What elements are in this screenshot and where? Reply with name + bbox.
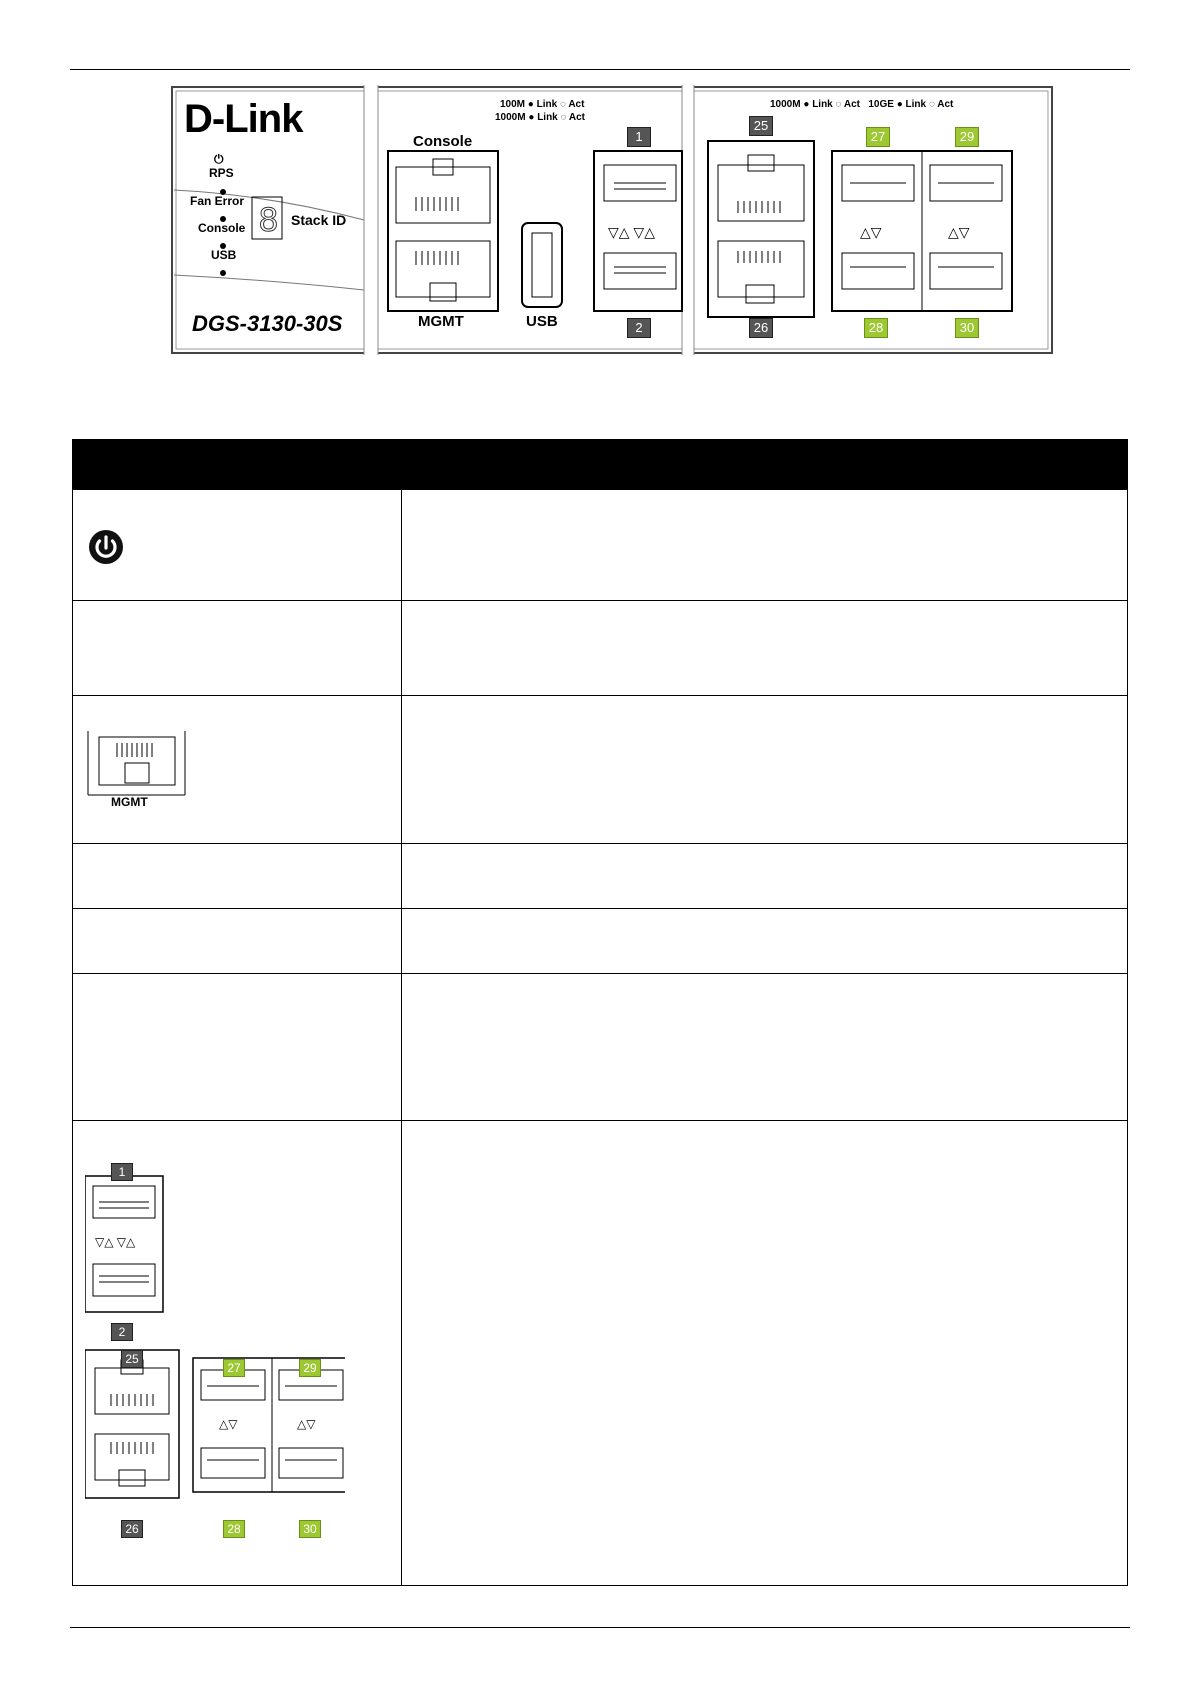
port-number-1: 1	[111, 1163, 133, 1181]
svg-text:△▽: △▽	[297, 1417, 316, 1431]
port-number-27: 27	[866, 127, 890, 147]
svg-text:△▽: △▽	[948, 224, 970, 240]
header-rule	[70, 69, 1130, 70]
svg-text:8: 8	[259, 201, 278, 239]
model-name: DGS-3130-30S	[192, 311, 343, 336]
row-divider	[73, 600, 1127, 601]
mgmt-caption: MGMT	[111, 795, 148, 809]
led-label-console: Console	[198, 221, 246, 235]
port-number-28: 28	[223, 1520, 245, 1538]
led-label-rps: RPS	[209, 166, 234, 180]
legend-b-link1: Link	[812, 99, 833, 110]
footer-rule	[70, 1627, 1130, 1628]
svg-text:▽△ ▽△: ▽△ ▽△	[95, 1235, 136, 1249]
power-icon	[87, 528, 125, 566]
port-number-29: 29	[955, 127, 979, 147]
power-icon: ⏻	[214, 152, 224, 166]
row-divider	[73, 1120, 1127, 1121]
legend-a-act2: Act	[568, 112, 586, 123]
port-number-25: 25	[121, 1350, 143, 1368]
legend-a-line1: 100M ● Link ◌ Act	[500, 99, 585, 110]
legend-b-act1: Act	[843, 99, 861, 110]
port-number-2: 2	[111, 1323, 133, 1341]
legend-a-speed2: 1000M	[495, 112, 526, 123]
legend-a-link1: Link	[536, 99, 558, 110]
row-divider	[73, 843, 1127, 844]
legend-a-speed1: 100M	[500, 99, 526, 110]
console-port-label: Console	[413, 133, 473, 150]
legend-a-act1: Act	[568, 99, 585, 110]
legend-a-line2: 1000M ● Link ◌ Act	[495, 112, 586, 123]
usb-port-label: USB	[526, 313, 558, 330]
legend-b-speed2: 10GE	[868, 99, 894, 110]
legend-b-link2: Link	[905, 99, 927, 110]
port-number-26: 26	[749, 318, 773, 338]
port-number-30: 30	[299, 1520, 321, 1538]
stack-id-label: Stack ID	[291, 212, 347, 228]
legend-b-speed1: 1000M	[770, 99, 801, 110]
mgmt-port-label: MGMT	[418, 313, 464, 330]
table-header	[73, 440, 1127, 490]
mgmt-port-graphic	[87, 731, 187, 799]
port-number-29: 29	[299, 1359, 321, 1377]
port-number-26: 26	[121, 1520, 143, 1538]
row-divider	[73, 908, 1127, 909]
dlink-logo: D-Link	[184, 97, 303, 141]
component-table	[72, 439, 1128, 1586]
port-number-27: 27	[223, 1359, 245, 1377]
row-divider	[73, 973, 1127, 974]
row-divider	[73, 695, 1127, 696]
port-number-2: 2	[627, 318, 651, 338]
port-number-25: 25	[749, 116, 773, 136]
svg-text:△▽: △▽	[860, 224, 882, 240]
column-divider	[401, 490, 402, 1585]
led-label-fan-error: Fan Error	[190, 194, 245, 208]
port-number-30: 30	[955, 318, 979, 338]
svg-text:▽△ ▽△: ▽△ ▽△	[608, 224, 655, 240]
legend-a-link2: Link	[537, 112, 558, 123]
switch-front-panel	[170, 85, 1054, 355]
led-label-usb: USB	[211, 248, 237, 262]
legend-b-act2: Act	[937, 99, 954, 110]
svg-text:△▽: △▽	[219, 1417, 238, 1431]
port-number-28: 28	[864, 318, 888, 338]
legend-b-line: 1000M ● Link ◌ Act 10GE ● Link ◌ Act	[770, 99, 954, 110]
port-number-1: 1	[627, 127, 651, 147]
